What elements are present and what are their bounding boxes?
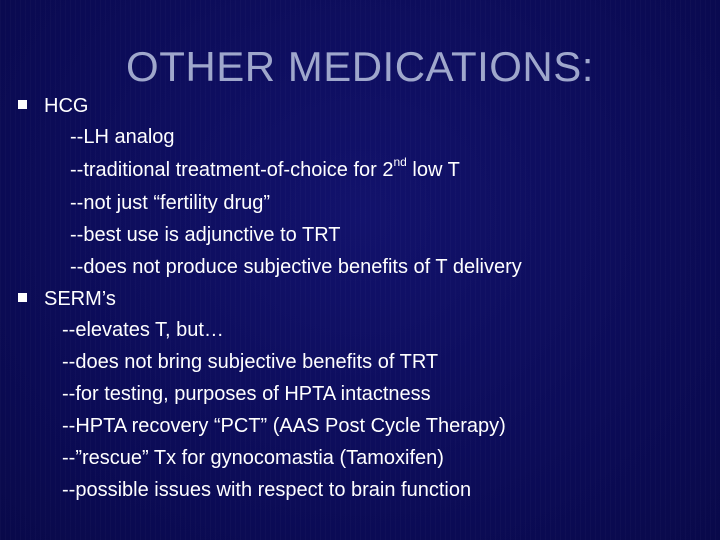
hcg-item-traditional-text: --traditional treatment-of-choice for 2: [70, 159, 394, 181]
serm-item-subjective: --does not bring subjective benefits of TRT: [62, 351, 439, 373]
slide-title-text: OTHER MEDICATIONS:: [126, 43, 594, 90]
hcg-item-traditional-sup: nd: [393, 155, 407, 170]
square-bullet-icon: [18, 100, 27, 109]
hcg-item-traditional: [70, 154, 460, 186]
square-bullet-icon: [18, 293, 27, 302]
hcg-item-traditional-tail: low T: [406, 159, 460, 181]
slide-title: [0, 42, 720, 92]
hcg-item-subjective: --does not produce subjective benefits of T delivery: [70, 256, 522, 278]
bullet-hcg: [18, 90, 88, 122]
bullet-hcg-label: HCG: [44, 95, 89, 117]
serm-item-elevates: --elevates T, but…: [62, 319, 224, 341]
bullet-serm: [18, 283, 116, 315]
serm-item-rescue: --”rescue” Tx for gynocomastia (Tamoxifen): [62, 447, 444, 469]
serm-item-testing: --for testing, purposes of HPTA intactness: [62, 383, 431, 405]
hcg-item-fertility: --not just “fertility drug”: [70, 192, 271, 214]
hcg-item-lh-analog: --LH analog: [70, 126, 175, 148]
serm-item-pct: --HPTA recovery “PCT” (AAS Post Cycle Therapy): [62, 415, 506, 437]
serm-item-brain: --possible issues with respect to brain function: [62, 479, 472, 501]
hcg-item-adjunctive: --best use is adjunctive to TRT: [70, 224, 341, 246]
bullet-serm-label: SERM’s: [44, 288, 116, 310]
